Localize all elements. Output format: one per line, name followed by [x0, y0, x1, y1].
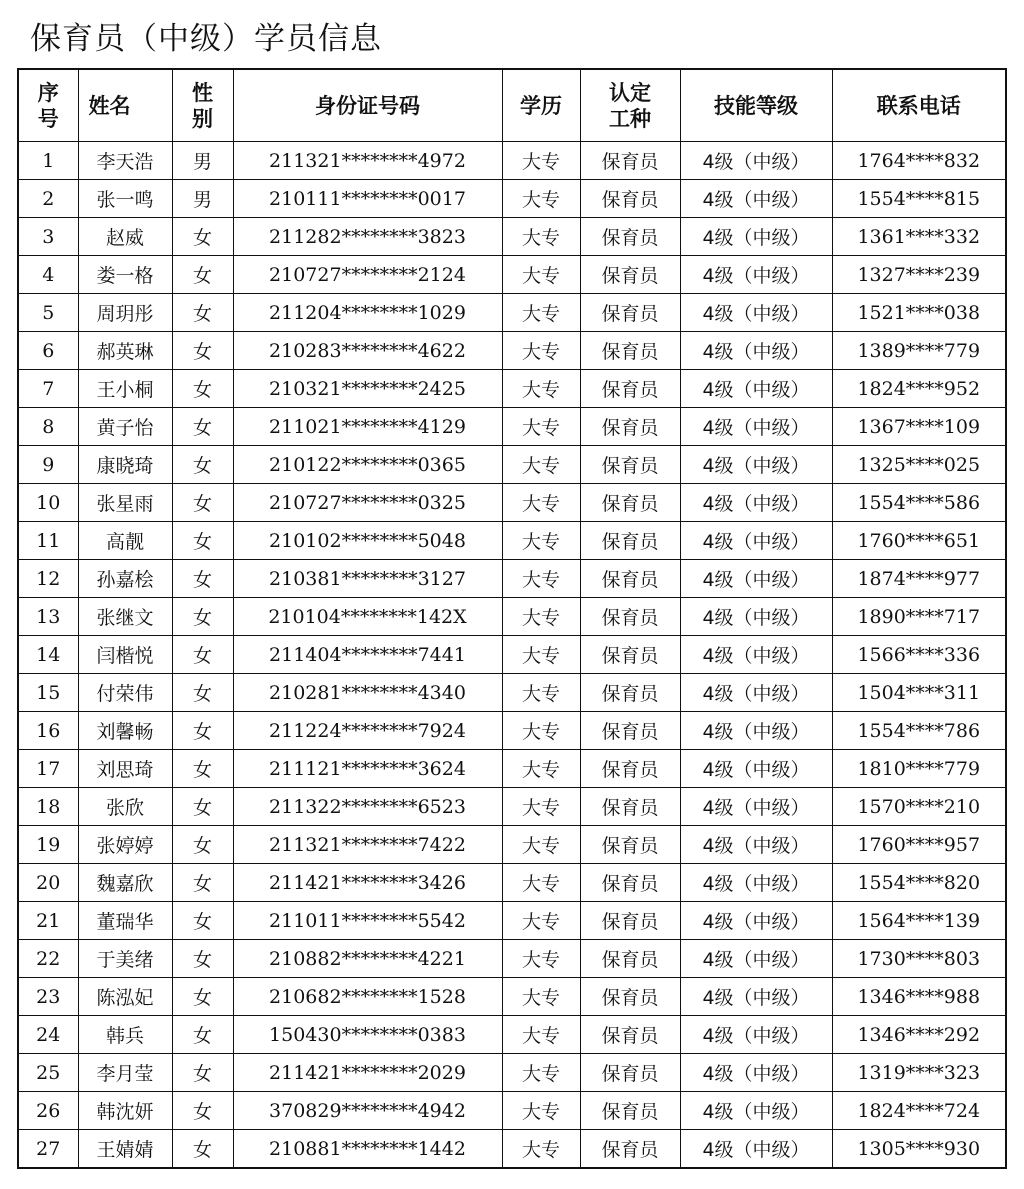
cell-phone: 1824****724 [832, 1092, 1006, 1130]
cell-name: 李天浩 [78, 142, 172, 180]
cell-gender: 男 [172, 142, 233, 180]
cell-skill-level: 4级（中级） [680, 522, 832, 560]
cell-phone: 1554****820 [832, 864, 1006, 902]
cell-name: 于美绪 [78, 940, 172, 978]
cell-seq: 6 [18, 332, 78, 370]
cell-skill-level: 4级（中级） [680, 408, 832, 446]
cell-cert-type: 保育员 [580, 902, 680, 940]
cell-phone: 1521****038 [832, 294, 1006, 332]
cell-cert-type: 保育员 [580, 712, 680, 750]
cell-skill-level: 4级（中级） [680, 978, 832, 1016]
cell-cert-type: 保育员 [580, 484, 680, 522]
table-row [18, 522, 1006, 560]
cell-id-number: 211421********2029 [233, 1054, 502, 1092]
cell-education: 大专 [502, 180, 580, 218]
cell-id-number: 210727********2124 [233, 256, 502, 294]
cell-name: 刘馨畅 [78, 712, 172, 750]
cell-phone: 1325****025 [832, 446, 1006, 484]
cell-seq: 3 [18, 218, 78, 256]
cell-phone: 1564****139 [832, 902, 1006, 940]
cell-education: 大专 [502, 750, 580, 788]
cell-id-number: 211421********3426 [233, 864, 502, 902]
cell-name: 赵威 [78, 218, 172, 256]
cell-education: 大专 [502, 522, 580, 560]
cell-cert-type: 保育员 [580, 940, 680, 978]
cell-name: 康晓琦 [78, 446, 172, 484]
table-row [18, 1092, 1006, 1130]
table-row [18, 218, 1006, 256]
cell-cert-type: 保育员 [580, 674, 680, 712]
cell-gender: 女 [172, 370, 233, 408]
cell-gender: 女 [172, 1016, 233, 1054]
cell-phone: 1361****332 [832, 218, 1006, 256]
cell-name: 闫楷悦 [78, 636, 172, 674]
cell-name: 韩兵 [78, 1016, 172, 1054]
cell-gender: 女 [172, 484, 233, 522]
cell-gender: 女 [172, 864, 233, 902]
table-row [18, 408, 1006, 446]
cell-skill-level: 4级（中级） [680, 712, 832, 750]
cell-id-number: 210102********5048 [233, 522, 502, 560]
cell-id-number: 211011********5542 [233, 902, 502, 940]
table-row [18, 332, 1006, 370]
cell-education: 大专 [502, 332, 580, 370]
cell-gender: 女 [172, 522, 233, 560]
cell-education: 大专 [502, 1016, 580, 1054]
cell-education: 大专 [502, 1054, 580, 1092]
cell-seq: 15 [18, 674, 78, 712]
cell-gender: 女 [172, 712, 233, 750]
cell-education: 大专 [502, 142, 580, 180]
cell-id-number: 210104********142X [233, 598, 502, 636]
cell-cert-type: 保育员 [580, 978, 680, 1016]
cell-phone: 1760****651 [832, 522, 1006, 560]
cell-phone: 1566****336 [832, 636, 1006, 674]
header-id-number: 身份证号码 [233, 69, 502, 142]
cell-phone: 1554****815 [832, 180, 1006, 218]
cell-skill-level: 4级（中级） [680, 370, 832, 408]
cell-cert-type: 保育员 [580, 636, 680, 674]
header-name: 姓名 [78, 69, 172, 142]
cell-name: 张继文 [78, 598, 172, 636]
cell-phone: 1319****323 [832, 1054, 1006, 1092]
cell-name: 董瑞华 [78, 902, 172, 940]
cell-skill-level: 4级（中级） [680, 256, 832, 294]
cell-seq: 21 [18, 902, 78, 940]
cell-phone: 1890****717 [832, 598, 1006, 636]
cell-seq: 27 [18, 1130, 78, 1169]
cell-cert-type: 保育员 [580, 1016, 680, 1054]
cell-id-number: 211224********7924 [233, 712, 502, 750]
table-row [18, 902, 1006, 940]
table-row [18, 1130, 1006, 1169]
cell-skill-level: 4级（中级） [680, 560, 832, 598]
cell-seq: 1 [18, 142, 78, 180]
cell-seq: 19 [18, 826, 78, 864]
cell-phone: 1874****977 [832, 560, 1006, 598]
cell-skill-level: 4级（中级） [680, 180, 832, 218]
table-row [18, 674, 1006, 712]
cell-gender: 女 [172, 750, 233, 788]
cell-gender: 女 [172, 1092, 233, 1130]
cell-education: 大专 [502, 1092, 580, 1130]
cell-seq: 14 [18, 636, 78, 674]
cell-education: 大专 [502, 1130, 580, 1169]
cell-name: 张星雨 [78, 484, 172, 522]
cell-cert-type: 保育员 [580, 1130, 680, 1169]
cell-id-number: 210881********1442 [233, 1130, 502, 1169]
cell-cert-type: 保育员 [580, 1092, 680, 1130]
header-skill-level: 技能等级 [680, 69, 832, 142]
cell-skill-level: 4级（中级） [680, 332, 832, 370]
cell-phone: 1810****779 [832, 750, 1006, 788]
cell-phone: 1730****803 [832, 940, 1006, 978]
cell-cert-type: 保育员 [580, 522, 680, 560]
cell-cert-type: 保育员 [580, 218, 680, 256]
cell-gender: 女 [172, 636, 233, 674]
cell-cert-type: 保育员 [580, 446, 680, 484]
cell-phone: 1504****311 [832, 674, 1006, 712]
cell-education: 大专 [502, 370, 580, 408]
table-header-row [18, 69, 1006, 142]
cell-cert-type: 保育员 [580, 1054, 680, 1092]
cell-name: 高靓 [78, 522, 172, 560]
cell-seq: 13 [18, 598, 78, 636]
cell-gender: 女 [172, 1130, 233, 1169]
cell-skill-level: 4级（中级） [680, 674, 832, 712]
cell-skill-level: 4级（中级） [680, 142, 832, 180]
cell-name: 李月莹 [78, 1054, 172, 1092]
cell-gender: 女 [172, 560, 233, 598]
cell-name: 张婷婷 [78, 826, 172, 864]
cell-gender: 女 [172, 902, 233, 940]
table-row [18, 370, 1006, 408]
cell-skill-level: 4级（中级） [680, 598, 832, 636]
cell-cert-type: 保育员 [580, 408, 680, 446]
cell-seq: 24 [18, 1016, 78, 1054]
cell-education: 大专 [502, 256, 580, 294]
cell-name: 张一鸣 [78, 180, 172, 218]
cell-id-number: 210321********2425 [233, 370, 502, 408]
cell-name: 韩沈妍 [78, 1092, 172, 1130]
cell-cert-type: 保育员 [580, 332, 680, 370]
cell-seq: 23 [18, 978, 78, 1016]
cell-gender: 男 [172, 180, 233, 218]
cell-education: 大专 [502, 218, 580, 256]
table-row [18, 484, 1006, 522]
cell-name: 魏嘉欣 [78, 864, 172, 902]
table-row [18, 446, 1006, 484]
cell-gender: 女 [172, 1054, 233, 1092]
table-row [18, 142, 1006, 180]
cell-gender: 女 [172, 218, 233, 256]
cell-phone: 1346****292 [832, 1016, 1006, 1054]
cell-education: 大专 [502, 826, 580, 864]
cell-name: 付荣伟 [78, 674, 172, 712]
cell-cert-type: 保育员 [580, 750, 680, 788]
cell-gender: 女 [172, 978, 233, 1016]
cell-seq: 5 [18, 294, 78, 332]
cell-name: 陈泓妃 [78, 978, 172, 1016]
cell-id-number: 211282********3823 [233, 218, 502, 256]
cell-education: 大专 [502, 446, 580, 484]
cell-gender: 女 [172, 940, 233, 978]
cell-seq: 11 [18, 522, 78, 560]
cell-gender: 女 [172, 826, 233, 864]
cell-name: 周玥彤 [78, 294, 172, 332]
cell-id-number: 211322********6523 [233, 788, 502, 826]
page-title: 保育员（中级）学员信息 [30, 21, 382, 57]
cell-id-number: 211121********3624 [233, 750, 502, 788]
cell-seq: 8 [18, 408, 78, 446]
cell-education: 大专 [502, 940, 580, 978]
cell-seq: 12 [18, 560, 78, 598]
cell-education: 大专 [502, 294, 580, 332]
cell-phone: 1389****779 [832, 332, 1006, 370]
cell-skill-level: 4级（中级） [680, 294, 832, 332]
cell-phone: 1764****832 [832, 142, 1006, 180]
cell-id-number: 210727********0325 [233, 484, 502, 522]
cell-skill-level: 4级（中级） [680, 940, 832, 978]
table-row [18, 788, 1006, 826]
table-row [18, 598, 1006, 636]
cell-id-number: 211204********1029 [233, 294, 502, 332]
cell-education: 大专 [502, 788, 580, 826]
cell-name: 王小桐 [78, 370, 172, 408]
cell-phone: 1554****586 [832, 484, 1006, 522]
cell-cert-type: 保育员 [580, 370, 680, 408]
table-row [18, 826, 1006, 864]
table-row [18, 294, 1006, 332]
cell-cert-type: 保育员 [580, 864, 680, 902]
cell-skill-level: 4级（中级） [680, 1054, 832, 1092]
cell-education: 大专 [502, 598, 580, 636]
cell-gender: 女 [172, 256, 233, 294]
cell-id-number: 210882********4221 [233, 940, 502, 978]
cell-phone: 1554****786 [832, 712, 1006, 750]
table-row [18, 256, 1006, 294]
cell-skill-level: 4级（中级） [680, 636, 832, 674]
cell-skill-level: 4级（中级） [680, 446, 832, 484]
cell-education: 大专 [502, 712, 580, 750]
cell-seq: 4 [18, 256, 78, 294]
cell-seq: 7 [18, 370, 78, 408]
cell-skill-level: 4级（中级） [680, 1092, 832, 1130]
cell-phone: 1327****239 [832, 256, 1006, 294]
cell-name: 王婧婧 [78, 1130, 172, 1169]
cell-id-number: 150430********0383 [233, 1016, 502, 1054]
cell-gender: 女 [172, 332, 233, 370]
table-row [18, 864, 1006, 902]
cell-seq: 2 [18, 180, 78, 218]
cell-seq: 25 [18, 1054, 78, 1092]
cell-seq: 20 [18, 864, 78, 902]
cell-seq: 10 [18, 484, 78, 522]
cell-skill-level: 4级（中级） [680, 1130, 832, 1169]
cell-skill-level: 4级（中级） [680, 902, 832, 940]
cell-gender: 女 [172, 674, 233, 712]
table-row [18, 750, 1006, 788]
cell-education: 大专 [502, 484, 580, 522]
cell-education: 大专 [502, 560, 580, 598]
cell-education: 大专 [502, 408, 580, 446]
cell-name: 黄子怡 [78, 408, 172, 446]
cell-id-number: 210682********1528 [233, 978, 502, 1016]
cell-education: 大专 [502, 864, 580, 902]
cell-cert-type: 保育员 [580, 560, 680, 598]
cell-cert-type: 保育员 [580, 180, 680, 218]
cell-id-number: 370829********4942 [233, 1092, 502, 1130]
table-row [18, 636, 1006, 674]
cell-cert-type: 保育员 [580, 598, 680, 636]
cell-cert-type: 保育员 [580, 256, 680, 294]
cell-education: 大专 [502, 978, 580, 1016]
header-cert-type: 认定工种 [580, 69, 680, 142]
header-gender: 性别 [172, 69, 233, 142]
table-row [18, 560, 1006, 598]
cell-seq: 9 [18, 446, 78, 484]
cell-name: 张欣 [78, 788, 172, 826]
cell-phone: 1760****957 [832, 826, 1006, 864]
cell-phone: 1824****952 [832, 370, 1006, 408]
cell-skill-level: 4级（中级） [680, 750, 832, 788]
cell-id-number: 211404********7441 [233, 636, 502, 674]
cell-id-number: 210381********3127 [233, 560, 502, 598]
cell-education: 大专 [502, 902, 580, 940]
cell-name: 孙嘉桧 [78, 560, 172, 598]
cell-seq: 22 [18, 940, 78, 978]
cell-name: 郝英琳 [78, 332, 172, 370]
cell-seq: 16 [18, 712, 78, 750]
cell-cert-type: 保育员 [580, 826, 680, 864]
cell-skill-level: 4级（中级） [680, 788, 832, 826]
table-row [18, 712, 1006, 750]
cell-id-number: 211021********4129 [233, 408, 502, 446]
cell-cert-type: 保育员 [580, 294, 680, 332]
cell-phone: 1346****988 [832, 978, 1006, 1016]
cell-skill-level: 4级（中级） [680, 1016, 832, 1054]
table-row [18, 940, 1006, 978]
cell-phone: 1570****210 [832, 788, 1006, 826]
cell-seq: 26 [18, 1092, 78, 1130]
cell-education: 大专 [502, 674, 580, 712]
header-phone: 联系电话 [832, 69, 1006, 142]
cell-name: 刘思琦 [78, 750, 172, 788]
cell-seq: 18 [18, 788, 78, 826]
cell-cert-type: 保育员 [580, 788, 680, 826]
cell-gender: 女 [172, 408, 233, 446]
table-row [18, 978, 1006, 1016]
cell-id-number: 210281********4340 [233, 674, 502, 712]
cell-phone: 1305****930 [832, 1130, 1006, 1169]
student-table [17, 68, 1007, 1169]
table-row [18, 1054, 1006, 1092]
cell-gender: 女 [172, 788, 233, 826]
cell-id-number: 211321********4972 [233, 142, 502, 180]
cell-id-number: 210122********0365 [233, 446, 502, 484]
cell-name: 娄一格 [78, 256, 172, 294]
cell-seq: 17 [18, 750, 78, 788]
cell-id-number: 210283********4622 [233, 332, 502, 370]
cell-skill-level: 4级（中级） [680, 484, 832, 522]
cell-cert-type: 保育员 [580, 142, 680, 180]
cell-skill-level: 4级（中级） [680, 864, 832, 902]
cell-gender: 女 [172, 294, 233, 332]
cell-id-number: 211321********7422 [233, 826, 502, 864]
table-row [18, 180, 1006, 218]
cell-gender: 女 [172, 598, 233, 636]
header-education: 学历 [502, 69, 580, 142]
header-seq: 序号 [18, 69, 78, 142]
table-row [18, 1016, 1006, 1054]
cell-gender: 女 [172, 446, 233, 484]
cell-education: 大专 [502, 636, 580, 674]
cell-skill-level: 4级（中级） [680, 826, 832, 864]
cell-id-number: 210111********0017 [233, 180, 502, 218]
table-body [18, 142, 1006, 1169]
cell-skill-level: 4级（中级） [680, 218, 832, 256]
cell-phone: 1367****109 [832, 408, 1006, 446]
